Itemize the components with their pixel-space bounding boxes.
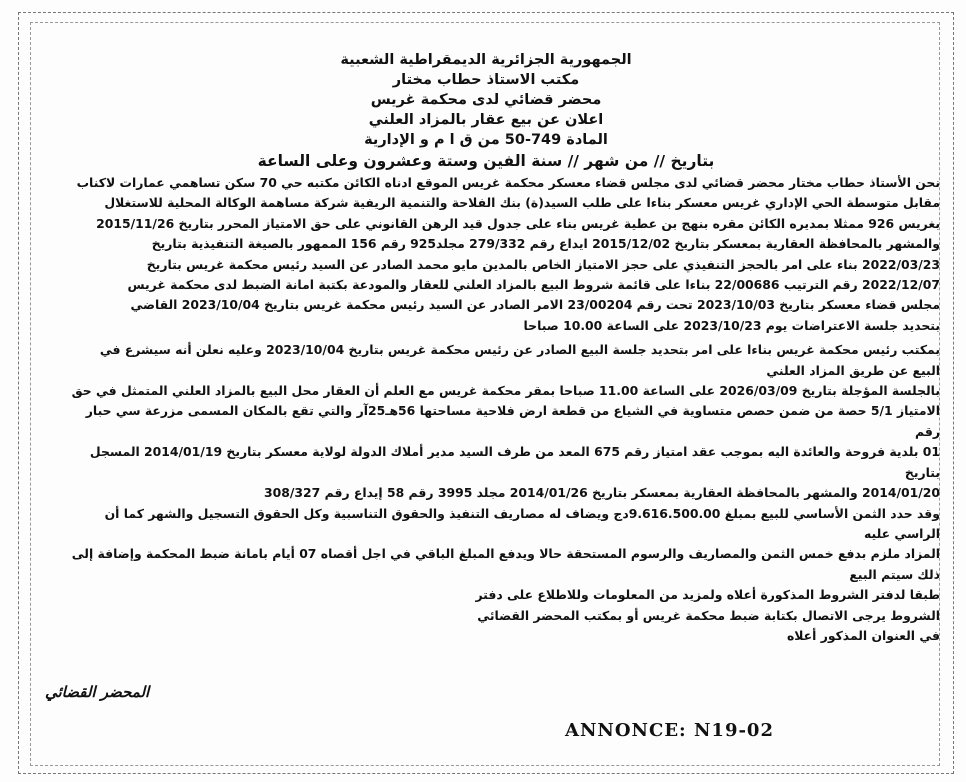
body-line: المزاد ملزم بدفع خمس الثمن والمصاريف والرسوم المستحقة حالا ويدفع المبلغ الباقي في اجل أقصاه 07 أيام بامانة ضبط المحكمة وإضافة إلى: [71, 546, 940, 562]
body-line: بتحديد جلسة الاعتراضات يوم 2023/10/23 على الساعة 10.00 صباحا: [523, 317, 940, 333]
body-line: بمكتب رئيس محكمة غريس بناءا على امر بتحديد جلسة البيع الصادر عن رئيس محكمة غريس بتاريخ 2023/10/04 وعليه نعلن أنه سيشرع في: [99, 342, 940, 358]
office-heading: مكتب الاستاذ حطاب مختار: [392, 72, 580, 88]
body-line: 2022/12/07 رقم الترتيب 22/00686 بناءا على قائمة شروط البيع بالمزاد العلني للعقار والمودعة بكتبة امانة الضبط لدى محكمة غريس: [127, 277, 940, 293]
body-line: ذلك سيتم البيع: [849, 566, 940, 582]
body-line: والمشهر بالمحافظة العقارية بمعسكر بتاريخ 2015/12/02 ايداع رقم 279/332 مجلد925 رقم 156 الممهور بالصيغة التنفيذية بتاريخ: [151, 236, 940, 252]
republic-heading: الجمهورية الجزائرية الديمقراطية الشعبية: [340, 52, 632, 68]
announcement-number: ANNONCE: N19-02: [565, 720, 774, 741]
body-line: 2014/01/20 والمشهر بالمحافظة العقارية بمعسكر بتاريخ 2014/01/26 مجلد 3995 رقم 58 إيداع رقم 308/327: [264, 485, 940, 501]
body-line: رقم: [915, 423, 940, 439]
body-line: الراسي عليه: [864, 525, 940, 541]
body-line: الامتياز 5/1 حصة من ضمن حصص متساوية في الشياع من قطعة ارض فلاحية مساحتها 56هـ25آر والتي تقع بالمكان المسمى مزرعة سي حبار: [85, 403, 940, 419]
legal-article: المادة 749-50 من ق ا م و الإدارية: [364, 132, 608, 148]
announcement-title: اعلان عن بيع عقار بالمزاد العلني: [368, 112, 604, 128]
announcement-body: [32, 173, 940, 646]
announcement-header: [32, 50, 940, 171]
body-line: طبقا لدفتر الشروط المذكورة أعلاه ولمزيد من المعلومات وللاطلاع على دفتر: [475, 587, 940, 603]
body-line: الشروط يرجى الاتصال بكتابة ضبط محكمة غريس أو بمكتب المحضر القضائي: [477, 607, 940, 623]
body-line: وقد حدد الثمن الأساسي للبيع بمبلغ 9.616.500.00دج ويضاف له مصاريف التنفيذ والحقوق التناسبية وكل الحقوق التسجيل والشهر كما أن: [104, 505, 940, 521]
body-line: في العنوان المذكور أعلاه: [786, 627, 940, 643]
body-line: بتاريخ: [904, 464, 940, 480]
body-line: 01 بلدية فروحة والعائدة اليه بموجب عقد امتياز رقم 675 المعد من طرف السيد مدير أملاك الدولة لولاية معسكر بتاريخ 2014/01/19 المسجل: [89, 444, 940, 460]
bailiff-heading: محضر قضائي لدى محكمة غريس: [370, 92, 602, 108]
body-line: مجلس قضاء معسكر بتاريخ 2023/10/03 تحت رقم 23/00204 الامر الصادر عن السيد رئيس محكمة غريس بتاريخ 2023/10/04 القاضي: [130, 297, 940, 313]
announcement-date: بتاريخ // من شهر // سنة الفين وستة وعشرون وعلى الساعة: [257, 152, 715, 170]
body-line: البيع عن طريق المزاد العلني: [766, 362, 940, 378]
announcement-content: [32, 50, 940, 646]
body-line: مقابل متوسطة الحي الإداري غريس معسكر بناءا على طلب السيد(ة) بنك الفلاحة والتنمية الريفية شركة مساهمة الوكالة المحلية للاستغلال: [104, 195, 940, 211]
body-line: بغريس 926 ممثلا بمديره الكائن مقره بنهج بن عطية غريس بناء على جدول قيد الرهن القانوني على حق الامتياز المحرر بتاريخ 2015/11/26: [96, 215, 940, 231]
bailiff-signature: المحضر القضائي: [45, 683, 150, 701]
body-line: بالجلسة المؤجلة بتاريخ 2026/03/09 على الساعة 11.00 صباحا بمقر محكمة غريس مع العلم أن العقار محل البيع بالمزاد العلني المتمثل في حق: [71, 383, 940, 399]
body-line: 2022/03/23 بناء على امر بالحجز التنفيذي على حجز الامتياز الخاص بالمدين مايو محمد الصادر عن السيد رئيس محكمة غريس بتاريخ: [146, 256, 940, 272]
body-line: نحن الأستاذ حطاب مختار محضر قضائي لدى مجلس قضاء معسكر محكمة غريس الموقع ادناه الكائن مكتبه حي 70 سكن تساهمي عمارات لاكناب: [76, 175, 940, 190]
